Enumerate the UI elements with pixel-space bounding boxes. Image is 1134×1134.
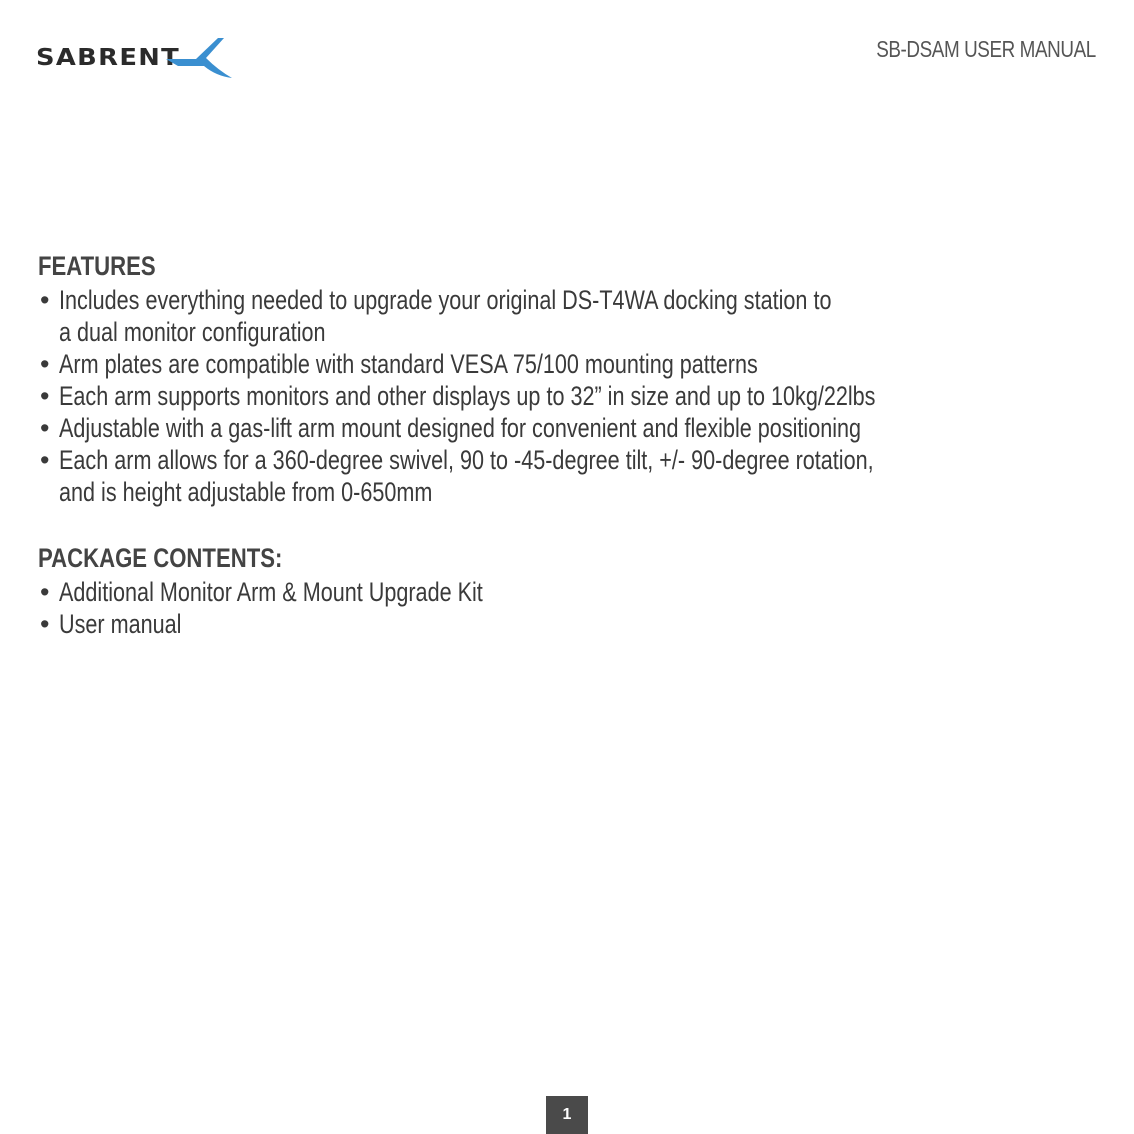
package-contents-list [38,576,1038,640]
logo-swoosh-icon [166,36,236,84]
bullet-icon: • [40,577,50,607]
list-item: • Each arm supports monitors and other displays up to 32” in size and up to 10kg/22lbs [40,381,876,411]
logo-wordmark: SABRENT [36,45,181,71]
list-item: • Additional Monitor Arm & Mount Upgrade Kit [40,577,483,607]
sabrent-logo [36,36,236,84]
list-item: • Adjustable with a gas-lift arm mount designed for convenient and flexible positioning [40,413,862,443]
bullet-icon: • [40,349,50,379]
package-contents-heading: PACKAGE CONTENTS: [38,543,283,573]
bullet-icon: • [40,413,50,443]
bullet-icon: • [40,285,50,315]
list-item: • Includes everything needed to upgrade your original DS-T4WA docking station to a dual monitor configuration [40,285,832,347]
main-content [38,248,1038,640]
bullet-icon: • [40,381,50,411]
page-number-badge: 1 [546,1096,588,1134]
list-item: • Each arm allows for a 360-degree swivel, 90 to -45-degree tilt, +/- 90-degree rotation, and is height adjustable from 0-650mm [40,445,874,507]
features-heading: FEATURES [38,251,156,281]
bullet-icon: • [40,609,50,639]
list-item: • Arm plates are compatible with standard VESA 75/100 mounting patterns [40,349,758,379]
section-spacer [38,508,1038,540]
features-list [38,284,1038,508]
list-item: • User manual [40,609,182,639]
document-title: SB-DSAM USER MANUAL [876,36,1096,62]
bullet-icon: • [40,445,50,475]
